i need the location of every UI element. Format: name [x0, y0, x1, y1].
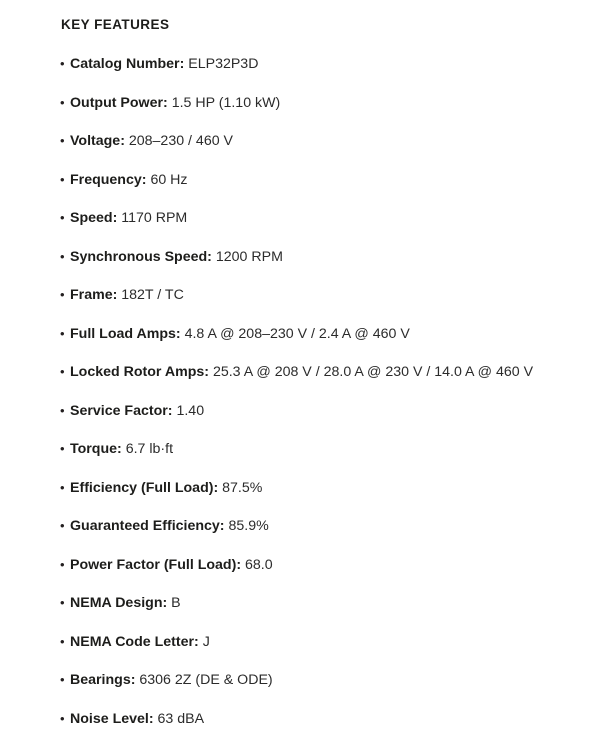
bullet-icon: • — [60, 285, 70, 305]
bullet-icon: • — [60, 516, 70, 536]
spec-label: Full Load Amps: — [70, 326, 181, 342]
spec-row — [60, 324, 597, 363]
bullet-icon: • — [60, 478, 70, 498]
spec-label: Efficiency (Full Load): — [70, 480, 218, 496]
spec-value: ELP32P3D — [188, 56, 258, 72]
spec-label: Catalog Number: — [70, 56, 184, 72]
spec-value: 4.8 A @ 208–230 V / 2.4 A @ 460 V — [185, 326, 410, 342]
spec-row — [60, 54, 597, 93]
spec-value: 1200 RPM — [216, 249, 283, 265]
bullet-icon: • — [60, 93, 70, 113]
bullet-icon: • — [60, 670, 70, 690]
spec-row — [60, 478, 597, 517]
bullet-icon: • — [60, 555, 70, 575]
spec-value: 85.9% — [229, 518, 269, 534]
spec-row — [60, 401, 597, 440]
spec-value: 182T / TC — [121, 287, 184, 303]
spec-label: Torque: — [70, 441, 122, 457]
spec-value: 68.0 — [245, 557, 273, 573]
spec-value: 1.40 — [176, 403, 204, 419]
spec-row — [60, 131, 597, 170]
bullet-icon: • — [60, 439, 70, 459]
spec-label: Locked Rotor Amps: — [70, 364, 209, 380]
bullet-icon: • — [60, 54, 70, 74]
spec-value: 1.5 HP (1.10 kW) — [172, 95, 281, 111]
spec-label: NEMA Design: — [70, 595, 167, 611]
spec-value: J — [203, 634, 210, 650]
spec-row — [60, 593, 597, 632]
spec-label: Synchronous Speed: — [70, 249, 212, 265]
spec-value: 6306 2Z (DE & ODE) — [139, 672, 272, 688]
bullet-icon: • — [60, 362, 70, 382]
spec-label: Output Power: — [70, 95, 168, 111]
spec-value: 208–230 / 460 V — [129, 133, 233, 149]
spec-value: 63 dBA — [158, 711, 205, 727]
bullet-icon: • — [60, 632, 70, 652]
spec-label: Frequency: — [70, 172, 146, 188]
spec-value: 25.3 A @ 208 V / 28.0 A @ 230 V / 14.0 A @ 460 V — [213, 364, 533, 380]
bullet-icon: • — [60, 593, 70, 613]
page-title: KEY FEATURES — [61, 16, 169, 34]
spec-row — [60, 362, 597, 401]
spec-label: Power Factor (Full Load): — [70, 557, 241, 573]
specification-list — [60, 54, 597, 747]
spec-value: 60 Hz — [150, 172, 187, 188]
bullet-icon: • — [60, 324, 70, 344]
spec-label: Frame: — [70, 287, 117, 303]
bullet-icon: • — [60, 208, 70, 228]
spec-value: 1170 RPM — [121, 210, 187, 226]
spec-row — [60, 208, 597, 247]
spec-row — [60, 247, 597, 286]
spec-value: 87.5% — [222, 480, 262, 496]
spec-label: Noise Level: — [70, 711, 154, 727]
bullet-icon: • — [60, 709, 70, 729]
spec-row — [60, 632, 597, 671]
bullet-icon: • — [60, 401, 70, 421]
spec-label: Service Factor: — [70, 403, 173, 419]
bullet-icon: • — [60, 170, 70, 190]
spec-row — [60, 170, 597, 209]
spec-row — [60, 670, 597, 709]
spec-row — [60, 709, 597, 747]
spec-row — [60, 516, 597, 555]
spec-label: NEMA Code Letter: — [70, 634, 199, 650]
spec-label: Voltage: — [70, 133, 125, 149]
bullet-icon: • — [60, 131, 70, 151]
spec-row — [60, 285, 597, 324]
spec-row — [60, 93, 597, 132]
spec-row — [60, 439, 597, 478]
spec-value: 6.7 lb·ft — [126, 441, 173, 457]
spec-value: B — [171, 595, 180, 611]
spec-label: Guaranteed Efficiency: — [70, 518, 225, 534]
spec-label: Speed: — [70, 210, 117, 226]
spec-label: Bearings: — [70, 672, 135, 688]
spec-row — [60, 555, 597, 594]
bullet-icon: • — [60, 247, 70, 267]
